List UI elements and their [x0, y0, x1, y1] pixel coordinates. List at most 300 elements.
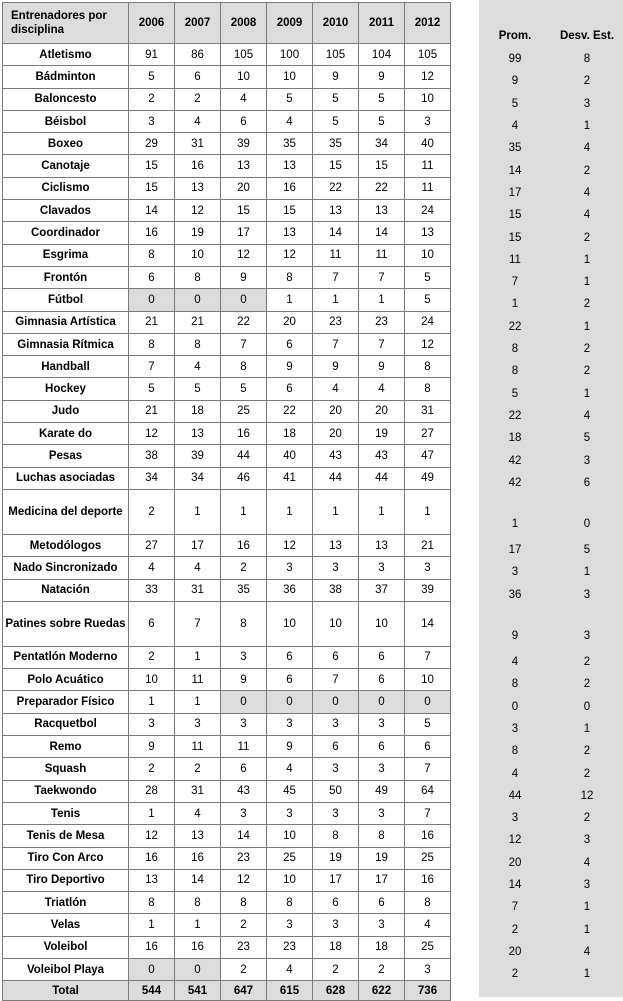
year-value-cell: 1 — [175, 914, 221, 936]
year-value-cell: 21 — [129, 311, 175, 333]
year-value-cell: 28 — [129, 780, 175, 802]
year-value-cell: 0 — [129, 289, 175, 311]
prom-value: 7 — [511, 901, 519, 914]
prom-value: 0 — [511, 700, 519, 713]
year-value-cell: 36 — [267, 579, 313, 601]
desv-value: 2 — [583, 656, 591, 669]
table-row — [3, 467, 451, 489]
desv-value: 1 — [583, 120, 591, 133]
year-value-cell: 5 — [405, 266, 451, 288]
year-header: 2012 — [405, 3, 451, 44]
prom-value: 1 — [511, 298, 519, 311]
year-value-cell: 7 — [175, 601, 221, 646]
discipline-name: Atletismo — [3, 44, 129, 66]
table-row — [3, 825, 451, 847]
prom-value: 5 — [511, 387, 519, 400]
desv-value: 3 — [583, 588, 591, 601]
year-value-cell: 6 — [359, 736, 405, 758]
desv-value: 12 — [580, 789, 594, 802]
year-value-cell: 10 — [267, 825, 313, 847]
year-value-cell: 4 — [405, 914, 451, 936]
table-row — [3, 780, 451, 802]
year-value-cell: 11 — [405, 155, 451, 177]
prom-value: 1 — [511, 518, 519, 530]
year-value-cell: 34 — [129, 467, 175, 489]
year-value-cell: 41 — [267, 467, 313, 489]
year-value-cell: 9 — [221, 266, 267, 288]
desv-value: 2 — [583, 164, 591, 177]
prom-value: 15 — [508, 231, 522, 244]
year-value-cell: 3 — [221, 713, 267, 735]
year-value-cell: 4 — [313, 378, 359, 400]
year-value-cell: 15 — [129, 155, 175, 177]
year-value-cell: 16 — [175, 847, 221, 869]
year-value-cell: 5 — [359, 110, 405, 132]
discipline-name: Patines sobre Ruedas — [3, 601, 129, 646]
year-value-cell: 18 — [359, 936, 405, 958]
year-value-cell: 21 — [175, 311, 221, 333]
year-value-cell: 44 — [221, 445, 267, 467]
table-row — [3, 400, 451, 422]
table-row — [3, 557, 451, 579]
desv-value: 4 — [583, 142, 591, 155]
year-value-cell: 12 — [221, 869, 267, 891]
year-value-cell: 23 — [359, 311, 405, 333]
year-value-cell: 21 — [405, 534, 451, 556]
discipline-name: Coordinador — [3, 222, 129, 244]
table-row — [3, 713, 451, 735]
year-value-cell: 31 — [175, 780, 221, 802]
desv-value: 1 — [583, 923, 591, 936]
year-value-cell: 8 — [267, 892, 313, 914]
table-row — [3, 736, 451, 758]
table-row — [3, 691, 451, 713]
prom-value: 4 — [511, 120, 519, 133]
year-value-cell: 25 — [221, 400, 267, 422]
year-value-cell: 3 — [359, 557, 405, 579]
year-value-cell: 22 — [359, 177, 405, 199]
table-row — [3, 88, 451, 110]
desv-value: 1 — [583, 901, 591, 914]
year-value-cell: 40 — [405, 133, 451, 155]
table-row — [3, 579, 451, 601]
year-value-cell: 4 — [221, 88, 267, 110]
year-value-cell: 7 — [405, 802, 451, 824]
year-value-cell: 40 — [267, 445, 313, 467]
year-value-cell: 18 — [267, 423, 313, 445]
year-value-cell: 3 — [221, 802, 267, 824]
total-row — [3, 981, 451, 1001]
desv-value: 1 — [583, 320, 591, 333]
year-value-cell: 13 — [313, 200, 359, 222]
table-row — [3, 445, 451, 467]
year-value-cell: 3 — [405, 110, 451, 132]
year-value-cell: 0 — [313, 691, 359, 713]
desv-header: Desv. Est. — [559, 30, 615, 42]
discipline-name: Tenis de Mesa — [3, 825, 129, 847]
prom-value: 35 — [508, 142, 522, 155]
year-value-cell: 7 — [313, 266, 359, 288]
year-value-cell: 10 — [405, 88, 451, 110]
prom-value: 17 — [508, 186, 522, 199]
table-row — [3, 869, 451, 891]
year-value-cell: 17 — [175, 534, 221, 556]
prom-value: 36 — [508, 588, 522, 601]
year-value-cell: 12 — [267, 244, 313, 266]
year-value-cell: 8 — [313, 825, 359, 847]
year-value-cell: 13 — [175, 825, 221, 847]
prom-value: 5 — [511, 97, 519, 110]
year-value-cell: 2 — [129, 758, 175, 780]
prom-value: 14 — [508, 879, 522, 892]
table-row — [3, 378, 451, 400]
prom-value: 15 — [508, 209, 522, 222]
year-value-cell: 8 — [129, 892, 175, 914]
prom-value: 8 — [511, 365, 519, 378]
year-value-cell: 29 — [129, 133, 175, 155]
year-value-cell: 3 — [313, 758, 359, 780]
year-value-cell: 1 — [175, 489, 221, 534]
year-value-cell: 86 — [175, 44, 221, 66]
prom-value: 18 — [508, 432, 522, 445]
year-value-cell: 0 — [129, 958, 175, 980]
total-label: Total — [3, 981, 129, 1001]
desv-value: 2 — [583, 678, 591, 691]
year-value-cell: 43 — [221, 780, 267, 802]
year-value-cell: 34 — [359, 133, 405, 155]
year-header: 2011 — [359, 3, 405, 44]
year-value-cell: 3 — [129, 110, 175, 132]
year-value-cell: 24 — [405, 311, 451, 333]
year-value-cell: 20 — [221, 177, 267, 199]
prom-value: 22 — [508, 409, 522, 422]
year-value-cell: 3 — [267, 557, 313, 579]
year-value-cell: 15 — [359, 155, 405, 177]
discipline-name: Karate do — [3, 423, 129, 445]
table-row — [3, 958, 451, 980]
prom-value: 9 — [511, 629, 519, 642]
desv-value: 1 — [583, 722, 591, 735]
year-value-cell: 9 — [267, 356, 313, 378]
year-value-cell: 2 — [175, 88, 221, 110]
year-value-cell: 17 — [359, 869, 405, 891]
desv-value: 4 — [583, 186, 591, 199]
table-row — [3, 311, 451, 333]
year-value-cell: 18 — [175, 400, 221, 422]
year-value-cell: 21 — [129, 400, 175, 422]
year-value-cell: 3 — [313, 557, 359, 579]
prom-value: 14 — [508, 164, 522, 177]
discipline-name: Bádminton — [3, 66, 129, 88]
year-value-cell: 18 — [313, 936, 359, 958]
year-value-cell: 9 — [359, 66, 405, 88]
year-value-cell: 1 — [313, 289, 359, 311]
year-value-cell: 3 — [359, 802, 405, 824]
year-value-cell: 3 — [359, 914, 405, 936]
year-value-cell: 7 — [405, 758, 451, 780]
year-value-cell: 6 — [405, 736, 451, 758]
prom-value: 42 — [508, 476, 522, 489]
total-value-cell: 541 — [175, 981, 221, 1001]
year-value-cell: 64 — [405, 780, 451, 802]
table-row — [3, 333, 451, 355]
year-value-cell: 6 — [267, 333, 313, 355]
desv-value: 0 — [583, 518, 591, 530]
total-value-cell: 622 — [359, 981, 405, 1001]
year-value-cell: 13 — [129, 869, 175, 891]
desv-value: 3 — [583, 879, 591, 892]
year-value-cell: 16 — [129, 847, 175, 869]
year-value-cell: 1 — [267, 489, 313, 534]
year-value-cell: 10 — [405, 244, 451, 266]
year-value-cell: 15 — [221, 200, 267, 222]
year-value-cell: 16 — [129, 222, 175, 244]
year-value-cell: 2 — [221, 914, 267, 936]
discipline-name: Gimnasia Rítmica — [3, 333, 129, 355]
year-value-cell: 35 — [221, 579, 267, 601]
desv-value: 3 — [583, 834, 591, 847]
desv-value: 2 — [583, 767, 591, 780]
discipline-name: Frontón — [3, 266, 129, 288]
year-value-cell: 11 — [175, 736, 221, 758]
year-value-cell: 13 — [267, 222, 313, 244]
year-value-cell: 4 — [129, 557, 175, 579]
year-value-cell: 8 — [221, 601, 267, 646]
year-value-cell: 4 — [267, 110, 313, 132]
table-row — [3, 266, 451, 288]
discipline-name: Pentatlón Moderno — [3, 646, 129, 668]
year-value-cell: 7 — [405, 646, 451, 668]
year-value-cell: 17 — [221, 222, 267, 244]
year-value-cell: 49 — [359, 780, 405, 802]
year-value-cell: 10 — [221, 66, 267, 88]
total-value-cell: 647 — [221, 981, 267, 1001]
year-value-cell: 12 — [405, 66, 451, 88]
year-value-cell: 105 — [313, 44, 359, 66]
year-value-cell: 46 — [221, 467, 267, 489]
discipline-name: Ciclismo — [3, 177, 129, 199]
year-value-cell: 39 — [221, 133, 267, 155]
year-value-cell: 7 — [313, 333, 359, 355]
prom-value: 17 — [508, 544, 522, 557]
prom-value: 8 — [511, 745, 519, 758]
year-value-cell: 16 — [175, 936, 221, 958]
year-value-cell: 5 — [129, 66, 175, 88]
year-value-cell: 2 — [129, 646, 175, 668]
year-value-cell: 3 — [267, 713, 313, 735]
year-value-cell: 16 — [221, 534, 267, 556]
year-value-cell: 20 — [267, 311, 313, 333]
year-header: 2006 — [129, 3, 175, 44]
prom-value: 4 — [511, 656, 519, 669]
discipline-name: Metodólogos — [3, 534, 129, 556]
year-value-cell: 8 — [221, 892, 267, 914]
year-value-cell: 4 — [175, 802, 221, 824]
year-value-cell: 8 — [405, 892, 451, 914]
year-value-cell: 105 — [221, 44, 267, 66]
year-value-cell: 14 — [129, 200, 175, 222]
year-value-cell: 8 — [359, 825, 405, 847]
year-value-cell: 6 — [359, 669, 405, 691]
stats-panel — [479, 0, 623, 997]
year-value-cell: 13 — [267, 155, 313, 177]
year-value-cell: 13 — [313, 534, 359, 556]
year-value-cell: 6 — [359, 892, 405, 914]
table-row — [3, 802, 451, 824]
year-value-cell: 14 — [221, 825, 267, 847]
prom-value: 3 — [511, 812, 519, 825]
total-value-cell: 544 — [129, 981, 175, 1001]
table-row — [3, 177, 451, 199]
year-value-cell: 6 — [221, 758, 267, 780]
table-row — [3, 423, 451, 445]
discipline-name: Fútbol — [3, 289, 129, 311]
discipline-name: Natación — [3, 579, 129, 601]
year-value-cell: 16 — [405, 869, 451, 891]
year-value-cell: 11 — [175, 669, 221, 691]
year-value-cell: 1 — [175, 691, 221, 713]
year-value-cell: 44 — [313, 467, 359, 489]
year-value-cell: 4 — [175, 557, 221, 579]
prom-header: Prom. — [498, 30, 532, 42]
year-value-cell: 44 — [359, 467, 405, 489]
year-value-cell: 3 — [405, 557, 451, 579]
prom-value: 20 — [508, 945, 522, 958]
year-value-cell: 13 — [221, 155, 267, 177]
year-value-cell: 4 — [175, 356, 221, 378]
year-value-cell: 33 — [129, 579, 175, 601]
year-value-cell: 7 — [359, 333, 405, 355]
prom-value: 99 — [508, 53, 522, 66]
prom-value: 22 — [508, 320, 522, 333]
desv-value: 1 — [583, 253, 591, 266]
year-value-cell: 43 — [359, 445, 405, 467]
year-value-cell: 8 — [175, 266, 221, 288]
year-value-cell: 34 — [175, 467, 221, 489]
year-value-cell: 16 — [221, 423, 267, 445]
prom-value: 3 — [511, 722, 519, 735]
year-value-cell: 8 — [221, 356, 267, 378]
year-value-cell: 25 — [405, 847, 451, 869]
year-value-cell: 12 — [221, 244, 267, 266]
year-value-cell: 2 — [129, 88, 175, 110]
year-value-cell: 5 — [359, 88, 405, 110]
year-value-cell: 5 — [405, 289, 451, 311]
desv-value: 1 — [583, 276, 591, 289]
year-value-cell: 0 — [221, 691, 267, 713]
year-value-cell: 13 — [405, 222, 451, 244]
year-value-cell: 13 — [359, 534, 405, 556]
desv-value: 3 — [583, 629, 591, 642]
year-value-cell: 1 — [267, 289, 313, 311]
year-value-cell: 91 — [129, 44, 175, 66]
desv-value: 5 — [583, 432, 591, 445]
year-value-cell: 0 — [175, 289, 221, 311]
year-value-cell: 4 — [267, 958, 313, 980]
prom-value: 8 — [511, 343, 519, 356]
year-value-cell: 23 — [267, 936, 313, 958]
year-value-cell: 6 — [129, 601, 175, 646]
year-value-cell: 3 — [313, 914, 359, 936]
year-value-cell: 2 — [175, 758, 221, 780]
year-value-cell: 7 — [313, 669, 359, 691]
year-value-cell: 16 — [405, 825, 451, 847]
year-value-cell: 105 — [405, 44, 451, 66]
year-value-cell: 14 — [175, 869, 221, 891]
year-value-cell: 38 — [313, 579, 359, 601]
desv-value: 5 — [583, 544, 591, 557]
year-value-cell: 19 — [359, 423, 405, 445]
desv-value: 3 — [583, 454, 591, 467]
year-value-cell: 10 — [267, 66, 313, 88]
year-header: 2010 — [313, 3, 359, 44]
year-value-cell: 10 — [405, 669, 451, 691]
year-value-cell: 0 — [267, 691, 313, 713]
year-value-cell: 19 — [313, 847, 359, 869]
year-value-cell: 13 — [359, 200, 405, 222]
desv-value: 3 — [583, 97, 591, 110]
year-value-cell: 17 — [313, 869, 359, 891]
desv-value: 1 — [583, 566, 591, 579]
year-value-cell: 10 — [267, 869, 313, 891]
year-header: 2008 — [221, 3, 267, 44]
desv-value: 2 — [583, 365, 591, 378]
table-row — [3, 44, 451, 66]
year-value-cell: 6 — [313, 892, 359, 914]
prom-value: 44 — [508, 789, 522, 802]
year-value-cell: 100 — [267, 44, 313, 66]
year-value-cell: 3 — [405, 958, 451, 980]
header-row — [3, 3, 451, 44]
year-value-cell: 8 — [405, 356, 451, 378]
year-value-cell: 4 — [359, 378, 405, 400]
desv-value: 2 — [583, 231, 591, 244]
year-value-cell: 25 — [405, 936, 451, 958]
year-value-cell: 8 — [175, 892, 221, 914]
discipline-name: Luchas asociadas — [3, 467, 129, 489]
year-value-cell: 10 — [175, 244, 221, 266]
year-value-cell: 5 — [221, 378, 267, 400]
table-row — [3, 244, 451, 266]
year-value-cell: 31 — [175, 133, 221, 155]
year-value-cell: 9 — [267, 736, 313, 758]
year-value-cell: 23 — [313, 311, 359, 333]
year-value-cell: 13 — [175, 177, 221, 199]
year-value-cell: 14 — [405, 601, 451, 646]
year-value-cell: 4 — [175, 110, 221, 132]
year-value-cell: 1 — [221, 489, 267, 534]
year-value-cell: 0 — [221, 289, 267, 311]
year-value-cell: 15 — [267, 200, 313, 222]
prom-value: 12 — [508, 834, 522, 847]
desv-value: 6 — [583, 476, 591, 489]
total-value-cell: 736 — [405, 981, 451, 1001]
year-value-cell: 13 — [175, 423, 221, 445]
year-value-cell: 9 — [313, 356, 359, 378]
year-value-cell: 27 — [405, 423, 451, 445]
year-header: 2007 — [175, 3, 221, 44]
year-value-cell: 5 — [313, 88, 359, 110]
discipline-name: Medicina del deporte — [3, 489, 129, 534]
table-row — [3, 669, 451, 691]
year-value-cell: 2 — [221, 557, 267, 579]
year-value-cell: 16 — [129, 936, 175, 958]
year-value-cell: 35 — [313, 133, 359, 155]
desv-value: 2 — [583, 75, 591, 88]
discipline-name: Voleibol — [3, 936, 129, 958]
prom-value: 20 — [508, 856, 522, 869]
table-row — [3, 847, 451, 869]
